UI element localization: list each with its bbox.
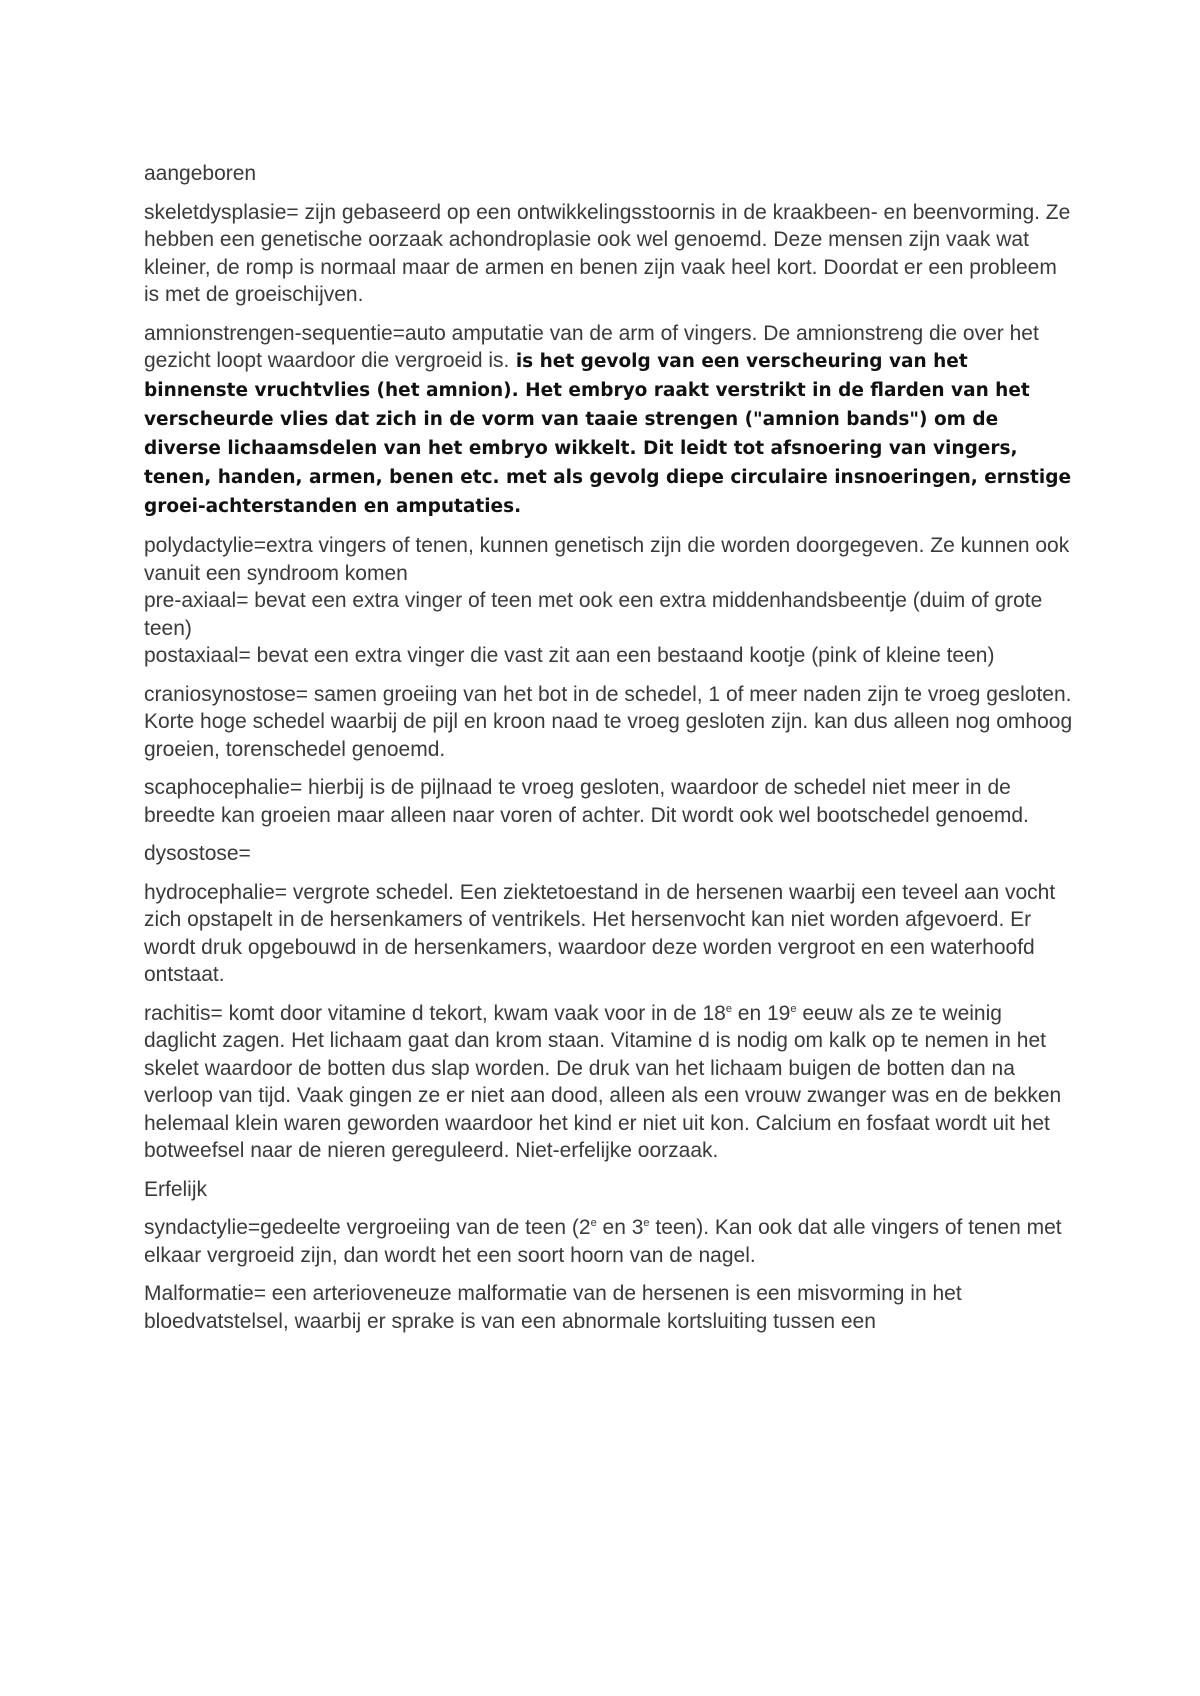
rachitis-sup-1: e	[725, 1002, 732, 1015]
paragraph-hydrocephalie: hydrocephalie= vergrote schedel. Een ziektetoestand in de hersenen waarbij een teveel aan vocht zich opstapelt in de hersenkamers of ventrikels. Het hersenvocht kan niet worden afgevoerd. Er wordt druk opgebouwd in de hersenkamers, waardoor deze worden vergroot en een waterhoofd ontstaat.	[144, 880, 1056, 986]
amnion-text: amnionstrengen-sequentie=auto amputatie van de arm of vingers. De amnionstreng die over het gezicht loopt waardoor die vergroeid is.	[144, 321, 1039, 372]
paragraph-amnionstrengen	[144, 320, 1074, 522]
syndactylie-text-c: teen). Kan ook dat alle vingers of tenen met elkaar vergroeid zijn, dan wordt het een soort hoorn van de nagel.	[144, 1216, 1062, 1267]
paragraph-malformatie: Malformatie= een arterioveneuze malformatie van de hersenen is een misvorming in het bloedvatstelsel, waarbij er sprake is van een abnormale kortsluiting tussen een	[144, 1282, 962, 1333]
pre-axiaal-text: pre-axiaal= bevat een extra vinger of teen met ook een extra middenhandsbeentje (duim of grote teen)	[144, 589, 1043, 640]
postaxiaal-text: postaxiaal= bevat een extra vinger die vast zit aan een bestaand kootje (pink of kleine teen)	[144, 644, 995, 667]
paragraph-polydactylie	[144, 532, 1074, 670]
paragraph-rachitis	[144, 1000, 1074, 1165]
paragraph-craniosynostose: craniosynostose= samen groeiing van het bot in de schedel, 1 of meer naden zijn te vroeg gesloten. Korte hoge schedel waarbij de pijl en kroon naad te vroeg gesloten zijn. kan dus alleen nog omhoog groeien, torenschedel genoemd.	[144, 682, 1073, 761]
syndactylie-text-a: syndactylie=gedeelte vergroeiing van de teen (2	[144, 1216, 591, 1239]
document-page	[144, 160, 1074, 1346]
syndactylie-sup-1: e	[590, 1217, 597, 1229]
paragraph-syndactylie	[144, 1214, 1074, 1269]
paragraph-skeletdysplasie: skeletdysplasie= zijn gebaseerd op een ontwikkelingsstoornis in de kraakbeen- en beenvorming. Ze hebben een genetische oorzaak achondroplasie ook wel genoemd. Deze mensen zijn vaak wat kleiner, de romp is normaal maar de armen en benen zijn vaak heel kort. Doordat er een probleem is met de groeischijven.	[144, 200, 1071, 306]
heading-aangeboren: aangeboren	[144, 162, 257, 185]
heading-erfelijk: Erfelijk	[144, 1177, 208, 1201]
paragraph-scaphocephalie: scaphocephalie= hierbij is de pijlnaad te vroeg gesloten, waardoor de schedel niet meer in de breedte kan groeien maar alleen naar voren of achter. Dit wordt ook wel bootschedel genoemd.	[144, 776, 1029, 827]
rachitis-sup-2: e	[790, 1002, 797, 1015]
amnion-bold-text: is het gevolg van een verscheuring van het binnenste vruchtvlies (het amnion). Het embryo raakt verstrikt in de flarden van het verscheurde vlies dat zich in de vorm van taaie strengen ("amnion bands") om de diverse lichaamsdelen van het embryo wikkelt. Dit leidt tot afsnoering van vingers, tenen, handen, armen, benen etc. met als gevolg diepe circulaire insnoeringen, ernstige groei-achterstanden en amputaties.	[144, 351, 1072, 517]
syndactylie-sup-2: e	[643, 1217, 650, 1229]
syndactylie-text-b: en 3	[596, 1216, 644, 1239]
paragraph-dysostose: dysostose=	[144, 842, 251, 865]
rachitis-text-c: eeuw als ze te weinig daglicht zagen. Het lichaam gaat dan krom staan. Vitamine d is nodig om kalk op te nemen in het skelet waardoor de botten dus slap worden. De druk van het lichaam buigen de botten dan na verloop van tijd. Vaak gingen ze er niet aan dood, alleen als een vrouw zwanger was en de bekken helemaal klein waren geworden waardoor het kind er niet uit kon. Calcium en fosfaat wordt uit het botweefsel naar de nieren gereguleerd. Niet-erfelijke oorzaak.	[144, 1001, 1062, 1162]
rachitis-text-a: rachitis= komt door vitamine d tekort, kwam vaak voor in de 18	[144, 1001, 726, 1025]
rachitis-text-b: en 19	[731, 1001, 791, 1025]
polydactylie-text: polydactylie=extra vingers of tenen, kunnen genetisch zijn die worden doorgegeven. Ze kunnen ook vanuit een syndroom komen	[144, 534, 1070, 585]
